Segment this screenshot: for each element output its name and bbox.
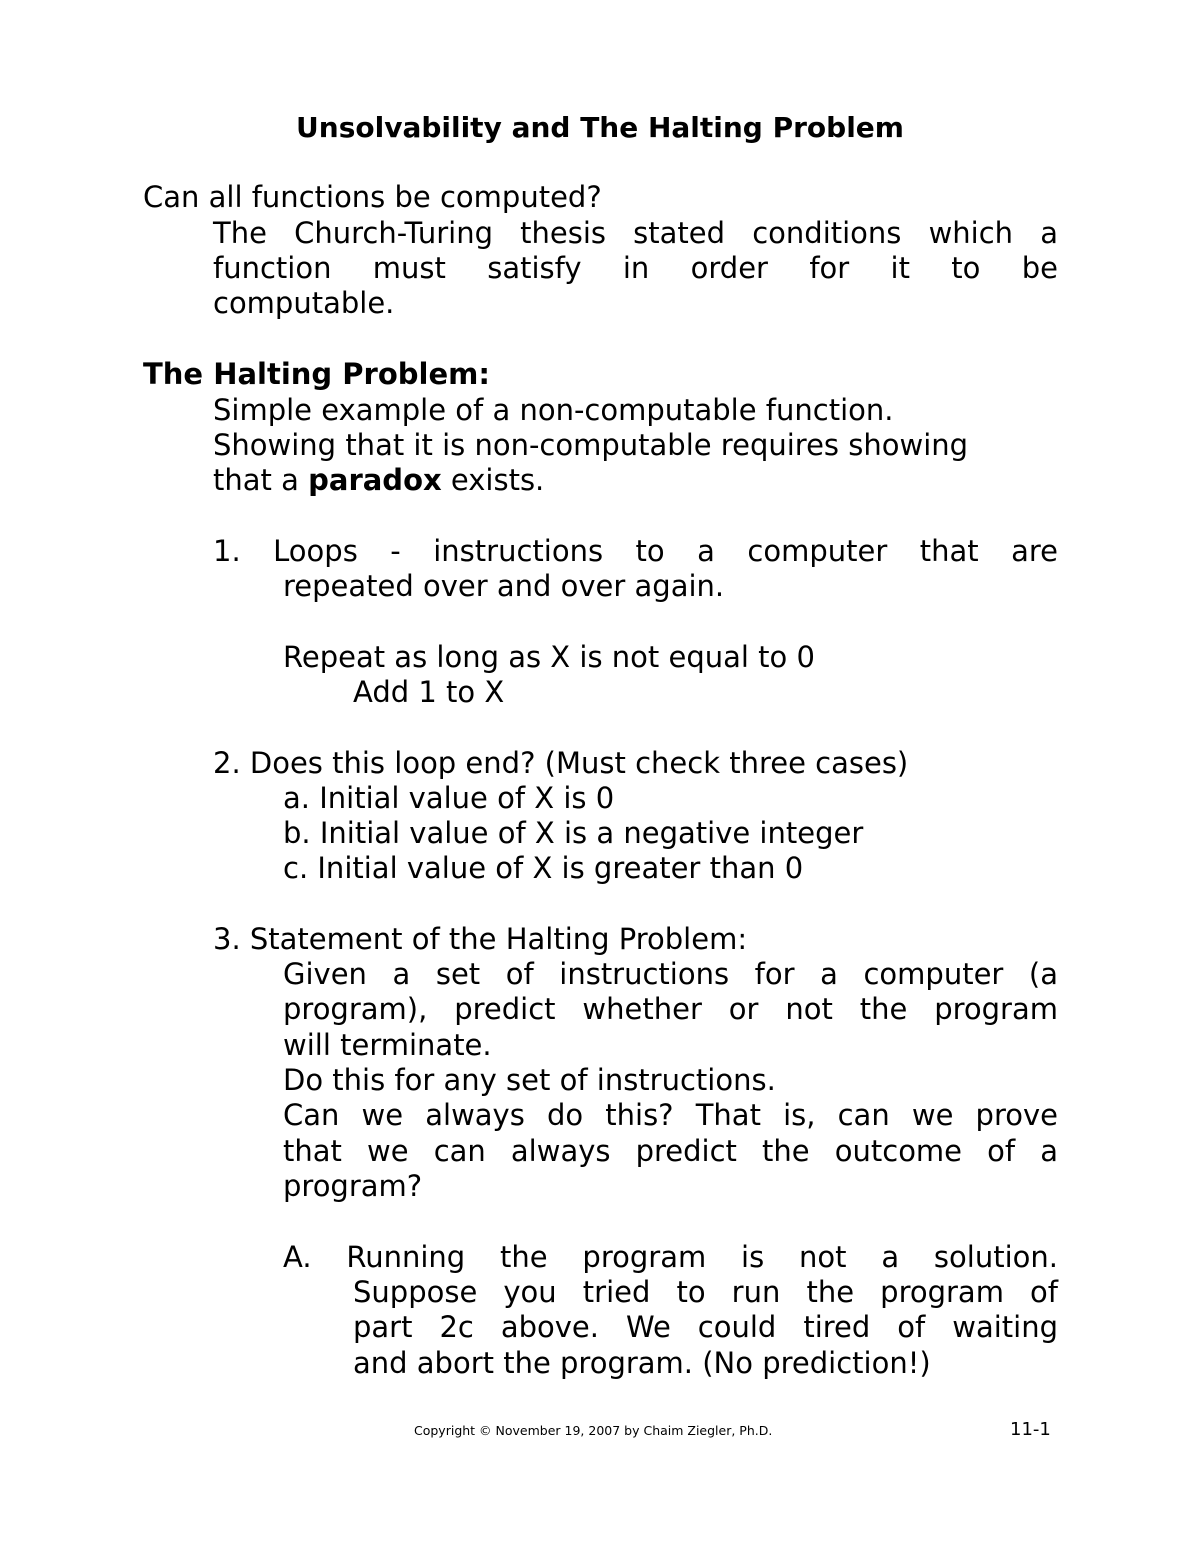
halting-intro-line-3-pre: that a — [213, 463, 309, 497]
footer-copyright: Copyright © November 19, 2007 by Chaim Ziegler, Ph.D. — [414, 1423, 773, 1438]
case-b: b. Initial value of X is a negative integer — [283, 816, 864, 850]
item-3-line-5: Can we always do this? That is, can we prove — [283, 1098, 1058, 1132]
item-3-line-2: program), predict whether or not the program — [283, 992, 1058, 1026]
code-line-1: Repeat as long as X is not equal to 0 — [283, 640, 815, 674]
church-turing-line-3: computable. — [213, 286, 395, 320]
item-3-line-6: that we can always predict the outcome of a — [283, 1134, 1058, 1168]
paradox-emphasis: paradox — [308, 463, 442, 497]
item-3-line-7: program? — [283, 1169, 423, 1203]
halting-heading: The Halting Problem: — [143, 357, 490, 391]
halting-intro-line-3 — [213, 463, 544, 498]
item-3-label: 3. Statement of the Halting Problem: — [213, 922, 748, 956]
item-a-line-2: Suppose you tried to run the program of — [353, 1275, 1058, 1309]
page-title: Unsolvability and The Halting Problem — [296, 111, 904, 144]
question-line: Can all functions be computed? — [143, 180, 602, 214]
church-turing-line-2: function must satisfy in order for it to be — [213, 251, 1058, 285]
case-c: c. Initial value of X is greater than 0 — [283, 851, 804, 885]
case-a: a. Initial value of X is 0 — [283, 781, 615, 815]
halting-intro-line-3-post: exists. — [441, 463, 545, 497]
church-turing-line-1: The Church-Turing thesis stated conditions which a — [213, 216, 1058, 250]
item-a-label: A. Running the program is not a solution. — [283, 1240, 1058, 1274]
item-1-label: 1. Loops - instructions to a computer that are — [213, 534, 1058, 568]
item-2-label: 2. Does this loop end? (Must check three cases) — [213, 746, 909, 780]
item-a-line-4: and abort the program. (No prediction!) — [353, 1346, 931, 1380]
item-a-line-3: part 2c above. We could tired of waiting — [353, 1310, 1058, 1344]
halting-intro-line-2: Showing that it is non-computable requires showing — [213, 428, 969, 462]
item-3-line-1: Given a set of instructions for a computer (a — [283, 957, 1058, 991]
item-1-line-2: repeated over and over again. — [283, 569, 725, 603]
item-3-line-3: will terminate. — [283, 1028, 492, 1062]
halting-intro-line-1: Simple example of a non-computable function. — [213, 393, 894, 427]
footer-page-number: 11-1 — [1010, 1419, 1051, 1440]
item-3-line-4: Do this for any set of instructions. — [283, 1063, 776, 1097]
code-line-2: Add 1 to X — [353, 675, 505, 709]
